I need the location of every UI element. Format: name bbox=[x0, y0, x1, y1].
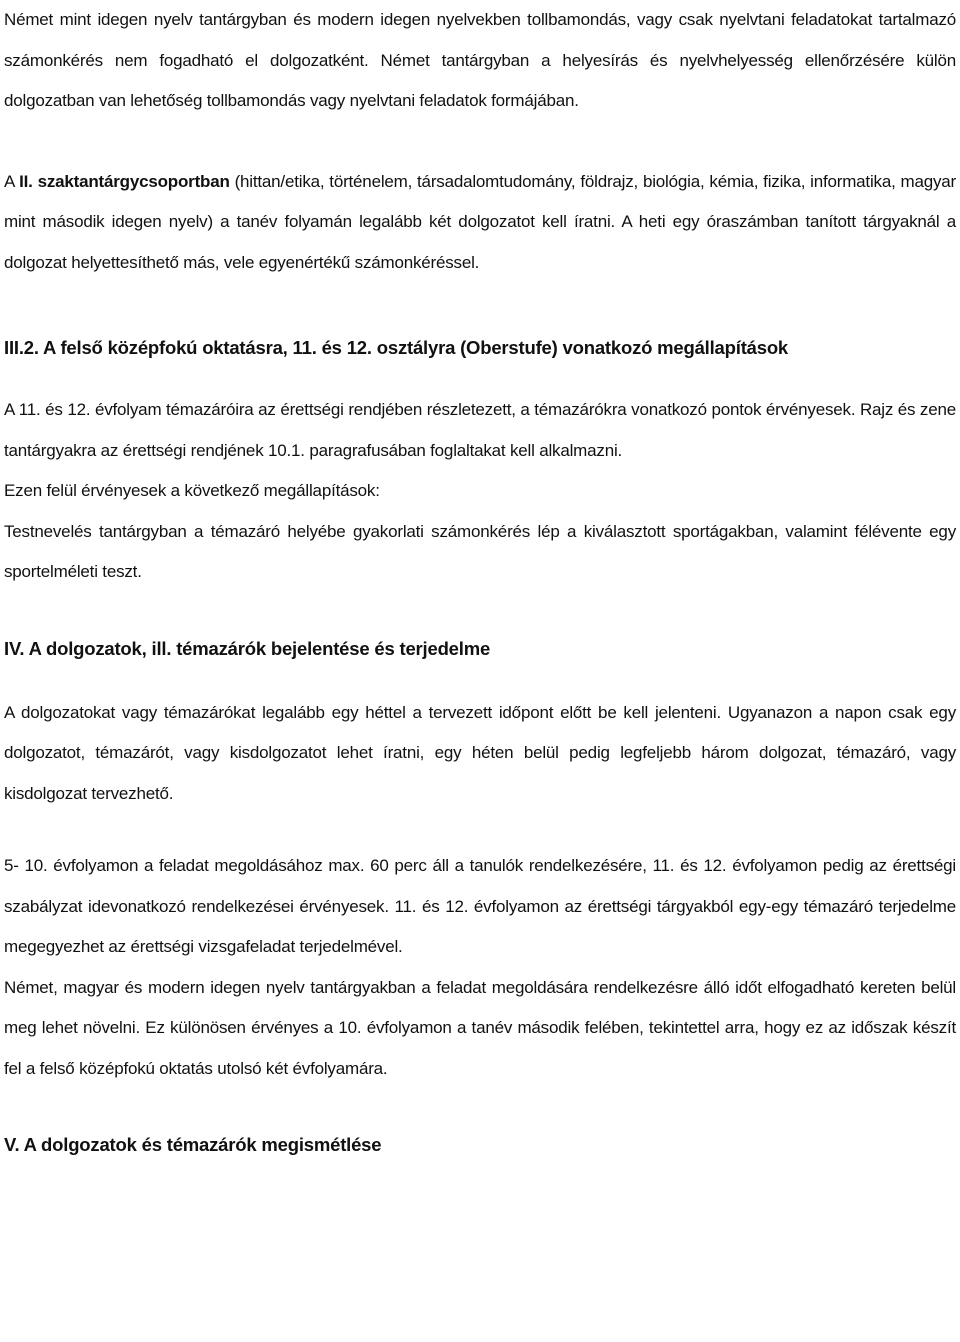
paragraph-time-limits: 5- 10. évfolyamon a feladat megoldásához max. 60 perc áll a tanulók rendelkezésére, 11. és 12. évfolyamon pedig az érettségi szabályzat idevonatkozó rendelkezései érvényesek. 11. és 12. évfolyamon az érettségi tárgyakból egy-egy témazáró terjedelme megegyezhet az érettségi vizsgafeladat terjedelmével. bbox=[4, 856, 956, 956]
paragraph-additional-rules-intro: Ezen felül érvényesek a következő megállapítások: bbox=[4, 481, 380, 500]
paragraph-prefix: A bbox=[4, 171, 20, 191]
paragraph-dictation-rule: Német mint idegen nyelv tantárgyban és modern idegen nyelvekben tollbamondás, vagy csak nyelvtani feladatokat tartalmazó számonkérés nem fogadható el dolgozatként. Német tantárgyban a helyesírás és nyelvhelyesség ellenőrzésére külön dolgozatban van lehetőség tollbamondás vagy nyelvtani feladatok formájában. bbox=[4, 10, 956, 110]
section-heading-upper-secondary: III.2. A felső középfokú oktatásra, 11. és 12. osztályra (Oberstufe) vonatkozó megállapítások bbox=[4, 337, 789, 358]
section-heading-announcement: IV. A dolgozatok, ill. témazárók bejelentése és terjedelme bbox=[4, 637, 491, 659]
paragraph-language-extension: Német, magyar és modern idegen nyelv tantárgyakban a feladat megoldására rendelkezésre álló időt elfogadható kereten belül meg lehet növelni. Ez különösen érvényes a 10. évfolyamon a tanév második felében, tekintettel arra, hogy ez az időszak készít fel a felső középfokú oktatás utolsó két évfolyamára. bbox=[4, 977, 956, 1078]
section-heading-repetition: V. A dolgozatok és témazárók megismétlése bbox=[4, 1134, 382, 1155]
subject-group-label: II. szaktantárgycsoportban bbox=[19, 171, 230, 191]
paragraph-physical-education: Testnevelés tantárgyban a témazáró helyébe gyakorlati számonkérés lép a kiválasztott sportágakban, valamint félévente egy sportelméleti teszt. bbox=[4, 521, 956, 581]
paragraph-body: (hittan/etika, történelem, társadalomtudomány, földrajz, biológia, kémia, fizika, informatika, magyar mint második idegen nyelv) a tanév folyamán legalább két dolgozatot kell íratni. A heti egy óraszámban tanított tárgyaknál a dolgozat helyettesíthető más, vele egyenértékű számonkéréssel. bbox=[4, 171, 956, 272]
paragraph-graduation-rules: A 11. és 12. évfolyam témazáróira az érettségi rendjében részletezett, a témazárókra vonatkozó pontok érvényesek. Rajz és zene tantárgyakra az érettségi rendjének 10.1. paragrafusában foglaltakat kell alkalmazni. bbox=[4, 400, 956, 460]
paragraph-subject-group-two bbox=[4, 162, 956, 284]
paragraph-announcement-rules: A dolgozatokat vagy témazárókat legalább egy héttel a tervezett időpont előtt be kell jelenteni. Ugyanazon a napon csak egy dolgozatot, témazárót, vagy kisdolgozatot lehet íratni, egy héten belül pedig legfeljebb három dolgozat, témazáró, vagy kisdolgozat tervezhető. bbox=[4, 702, 956, 803]
document-page bbox=[4, 0, 956, 1165]
